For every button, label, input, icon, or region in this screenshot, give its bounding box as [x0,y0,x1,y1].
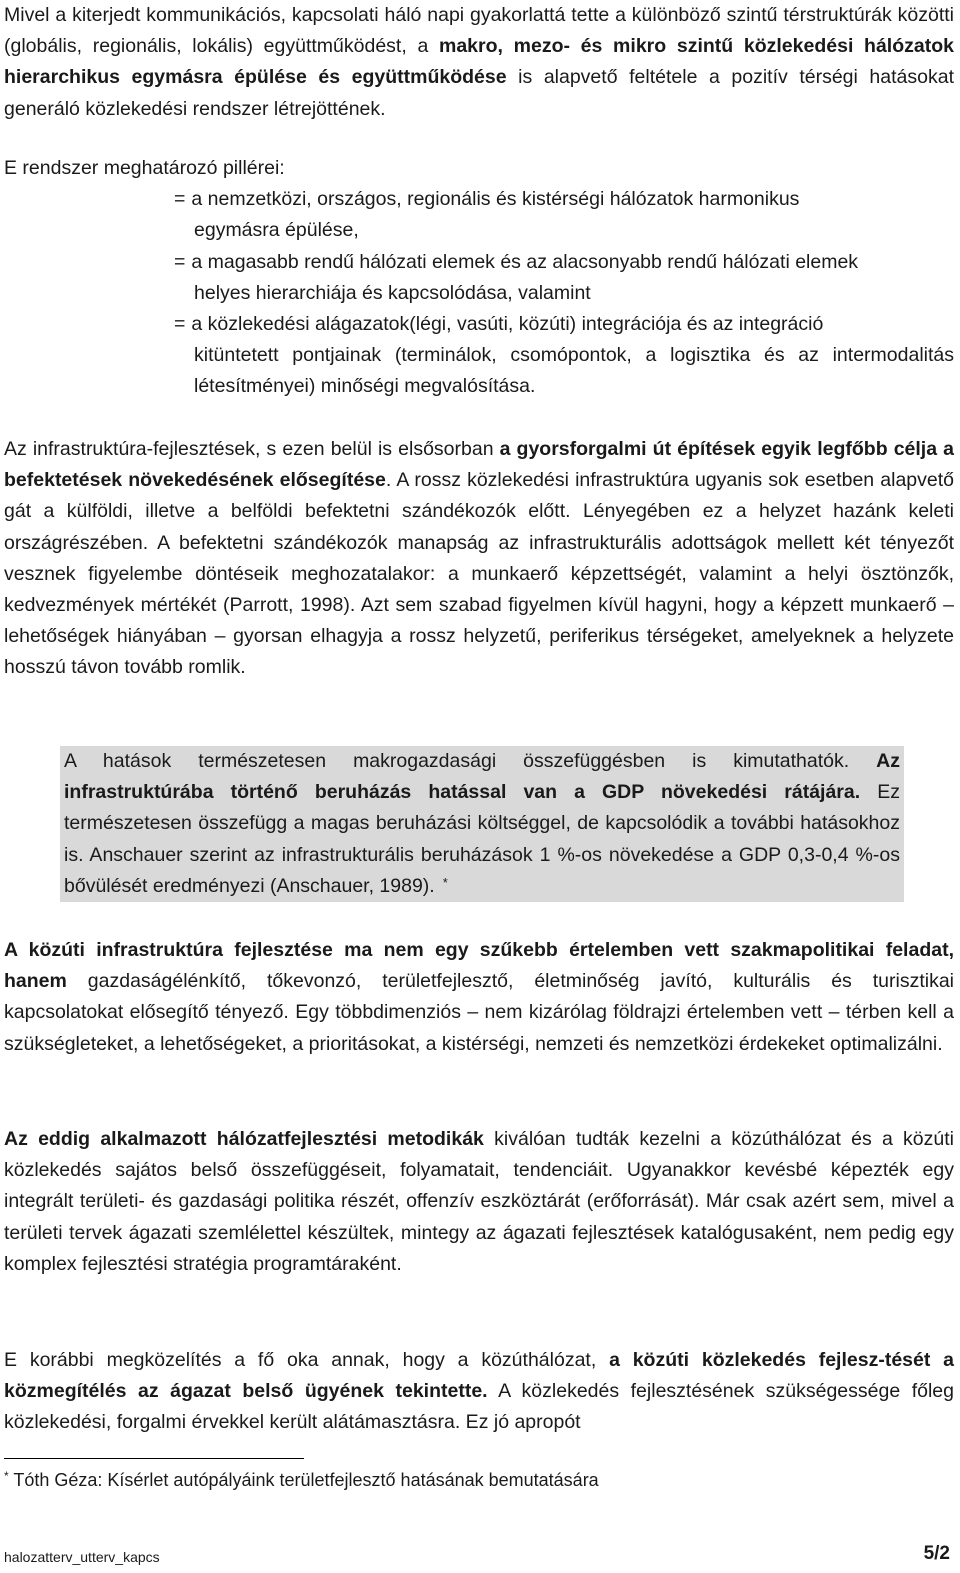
paragraph-4 [4,935,954,1060]
footnote-text: Tóth Géza: Kísérlet autópályáink területfejlesztő hatásának bemutatására [13,1470,599,1490]
pillar-item-1 [174,184,954,246]
footnote-mark: * [4,1469,9,1483]
paragraph-5-text: kiválóan tudták kezelni a közúthálózat és a közúti közlekedés sajátos belső összefüggéseit, folyamatait, tendenciáit. Ugyanakkor kevésbé képezték egy integrált területi- és gazdasági politika részét, offenzív eszköztárát (erőforrását). Már csak azért sem, mivel a területi tervek ágazati szemlélettel készültek, mintegy az ágazati fejlesztések katalógusaként, nem pedig egy komplex fejlesztési stratégia programtáraként. [4,1128,954,1275]
paragraph-6-bold: a közúti közlekedés fejlesz-tését a közmegítélés az ágazat belső ügyének tekintette. [4,1349,955,1403]
highlight-box [60,746,904,902]
paragraph-5-bold: Az eddig alkalmazott hálózatfejlesztési metodikák [4,1128,484,1150]
pillar-bullet: = [174,250,186,273]
pillar-text-first: a nemzetközi, országos, regionális és kistérségi hálózatok harmonikus [191,188,800,211]
pillar-text-rest: kitüntetett pontjainak (terminálok, csomópontok, a logisztika és az intermodalitás létesítményei) minőségi megvalósítása. [194,344,954,398]
pillar-text-first: a közlekedési alágazatok(légi, vasúti, közúti) integrációja és az integráció [191,313,824,336]
paragraph-3 [4,434,954,684]
paragraph-1-text-a: Mivel a kiterjedt kommunikációs, kapcsolati háló napi gyakorlattá tette a különböző szintű térstruktúrák közötti (globális, regionális, lokális) együttműködést, a [4,4,954,58]
footer-filename: halozatterv_utterv_kapcs [4,1549,160,1565]
paragraph-6-text-a: E korábbi megközelítés a fő oka annak, hogy a közúthálózat, [4,1349,610,1371]
pillar-text-rest: helyes hierarchiája és kapcsolódása, valamint [194,281,591,304]
footnote [4,1467,599,1493]
pillars-section [4,153,954,403]
highlight-text-a: A hatások természetesen makrogazdasági összefüggésben is kimutathatók. [64,750,877,772]
paragraph-1 [4,0,954,125]
pillar-bullet: = [174,188,186,211]
highlight-text-c: Ez természetesen összefügg a magas beruházási költséggel, de kapcsolódik a további hatásokhoz is. Anschauer szerint az infrastrukturális beruházások 1 %-os növekedése a GDP 0,3-0,4 %-os bővülését eredményezi (Anschauer, 1989). [64,781,900,897]
page-number: 5/2 [923,1543,950,1564]
paragraph-1-text-c: is alapvető feltétele a pozitív térségi hatásokat generáló közlekedési rendszer létrejöttének. [4,66,954,120]
paragraph-5 [4,1124,954,1280]
paragraph-3-text-a: Az infrastruktúra-fejlesztések, s ezen belül is elsősorban [4,438,500,460]
paragraph-6 [4,1345,954,1439]
pillar-item-3 [174,309,954,403]
paragraph-4-bold: A közúti infrastruktúra fejlesztése ma nem egy szűkebb értelemben vett szakmapolitikai feladat, hanem [4,939,954,993]
footnote-marker[interactable]: * [442,874,448,890]
paragraph-4-text: gazdaságélénkítő, tőkevonzó, területfejlesztő, életminőség javító, kulturális és turisztikai kapcsolatokat elősegítő tényező. Egy többdimenziós – nem kizárólag földrajzi értelemben vett – térben kell a szükségleteket, a lehetőségeket, a prioritásokat, a kistérségi, nemzeti és nemzetközi érdekeket optimalizálni. [4,970,954,1055]
pillar-item-2 [174,247,954,309]
footnote-divider [4,1458,304,1459]
paragraph-3-bold: a gyorsforgalmi út építések egyik legfőbb célja a befektetések növekedésének elősegítése [4,438,954,492]
pillar-bullet: = [174,313,186,336]
pillars-intro: E rendszer meghatározó pillérei: [4,157,285,179]
paragraph-3-text-c: . A rossz közlekedési infrastruktúra ugyanis sok esetben alapvető gát a külföldi, illetve a belföldi befektetni szándékozók előtt. Lényegében ez a helyzet hazánk keleti országrészében. A befektetni szándékozók manapság az infrastrukturális adottságok mellett két tényezőt vesznek figyelembe döntéseik meghozatalakor: a munkaerő képzettségét, valamint a helyi ösztönzők, kedvezmények mértékét (Parrott, 1998). Azt sem szabad figyelmen kívül hagyni, hogy a képzett munkaerő – lehetőségek hiányában – gyorsan elhagyja a rossz helyzetű, periferikus térségeket, amelyeknek a helyzete hosszú távon tovább romlik. [4,469,954,679]
pillar-text-rest: egymásra épülése, [194,219,359,242]
highlight-bold: Az infrastruktúrába történő beruházás hatással van a GDP növekedési rátájára. [64,750,900,804]
highlight-paragraph [62,746,902,902]
paragraph-6-text-c: A közlekedés fejlesztésének szükségessége főleg közlekedési, forgalmi érvekkel került alátámasztásra. Ez jó apropót [4,1380,954,1434]
paragraph-1-bold: makro, mezo- és mikro szintű közlekedési hálózatok hierarchikus egymásra épülése és együttműködése [4,35,954,89]
pillar-text-first: a magasabb rendű hálózati elemek és az alacsonyabb rendű hálózati elemek [191,250,859,273]
